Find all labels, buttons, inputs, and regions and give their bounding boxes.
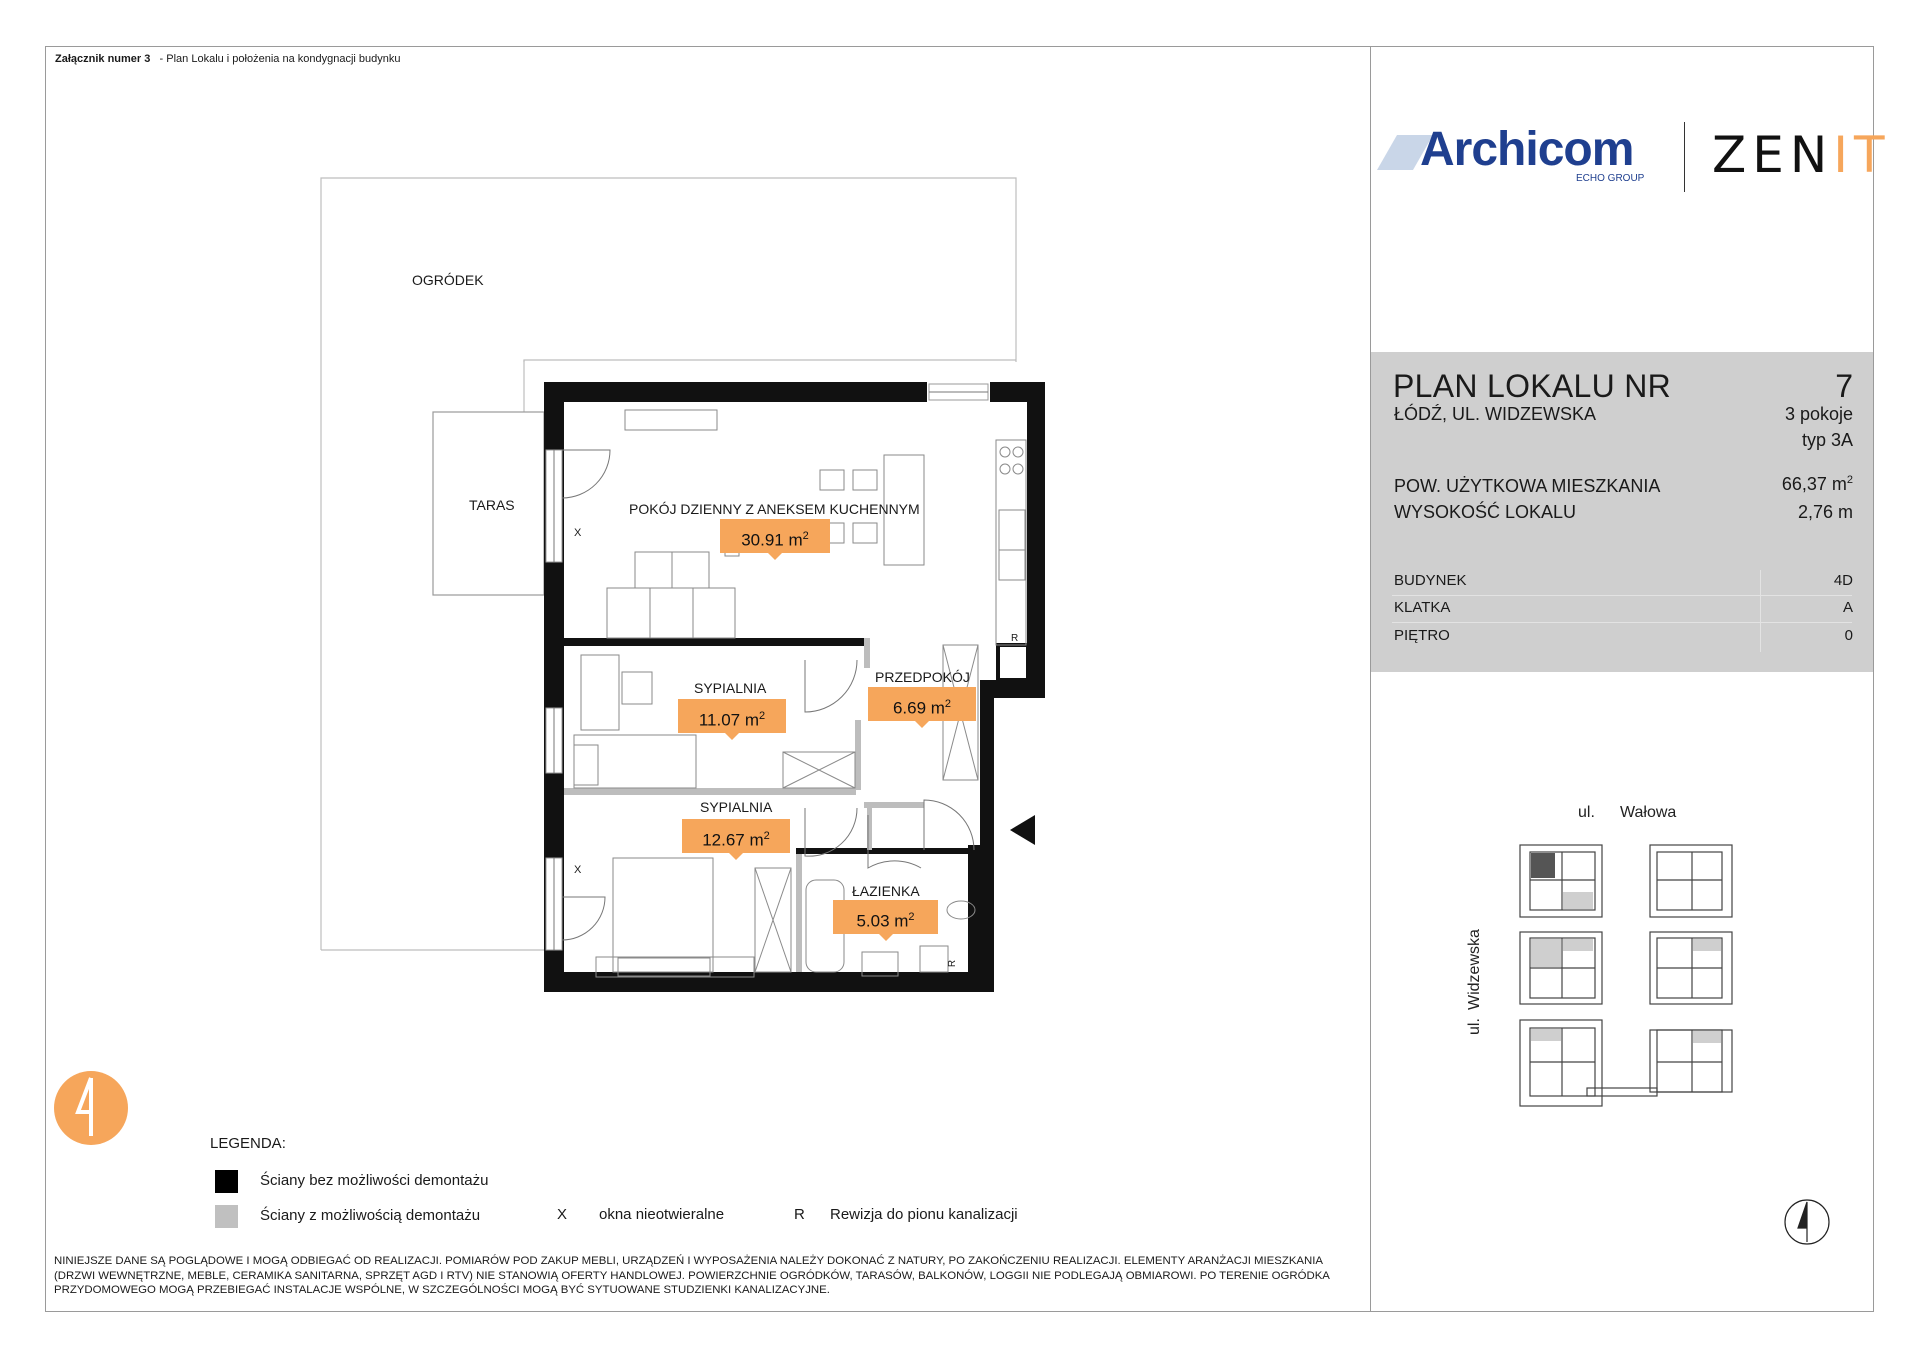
garden-label: OGRÓDEK <box>412 272 484 288</box>
fixed-window-marker: X <box>574 864 582 876</box>
plan-title: PLAN LOKALU NR <box>1393 368 1672 404</box>
entrance-arrow <box>1010 815 1035 845</box>
height-label: WYSOKOŚĆ LOKALU <box>1394 502 1577 522</box>
unit-type: typ 3A <box>1801 430 1853 450</box>
terrace-label: TARAS <box>469 497 515 513</box>
legend-r-desc: Rewizja do pionu kanalizacji <box>830 1206 1018 1223</box>
inspection-marker: R <box>947 959 959 968</box>
street-top-name: Wałowa <box>1620 804 1677 821</box>
area-label: POW. UŻYTKOWA MIESZKANIA <box>1394 476 1661 496</box>
attachment-description: - Plan Lokalu i położenia na kondygnacji budynku <box>159 53 401 65</box>
echo-group-text: ECHO GROUP <box>1576 173 1645 184</box>
legend-r-symbol: R <box>794 1206 805 1223</box>
room-hall-area: 6.69 $m^2$ <box>868 687 976 721</box>
panel-divider <box>1370 46 1371 1312</box>
table-rule <box>1392 622 1852 623</box>
logo-separator <box>1684 122 1685 192</box>
rooms-count: 3 pokoje <box>1784 404 1853 424</box>
room-bedroom2-area: 12.67 $m^2$ <box>682 819 790 853</box>
room-living-name: POKÓJ DZIENNY Z ANEKSEM KUCHENNYM <box>629 501 920 517</box>
floor-label: PIĘTRO <box>1394 627 1450 644</box>
inspection-marker: R <box>1011 633 1019 644</box>
legend-fixed-swatch <box>215 1170 238 1193</box>
legend-title: LEGENDA: <box>210 1135 286 1152</box>
area-value: 66,37 $m^2$ <box>1781 474 1853 494</box>
unit-number: 7 <box>1835 368 1853 404</box>
room-bedroom1-name: SYPIALNIA <box>694 680 767 696</box>
stair-value: A <box>1842 599 1853 616</box>
building-value: 4D <box>1833 572 1853 589</box>
building-label: BUDYNEK <box>1394 572 1467 589</box>
stair-label: KLATKA <box>1394 599 1451 616</box>
legend-fixed-walls: Ściany bez możliwości demontażu <box>260 1172 489 1189</box>
legend-x-symbol: X <box>557 1206 568 1223</box>
height-value: 2,76 m <box>1797 502 1853 522</box>
selected-unit-marker <box>1531 853 1555 878</box>
room-bathroom-name: ŁAZIENKA <box>852 883 920 899</box>
room-bedroom2-name: SYPIALNIA <box>700 799 773 815</box>
room-bathroom-area: 5.03 $m^2$ <box>833 900 938 934</box>
unit-address: ŁÓDŹ, UL. WIDZEWSKA <box>1394 404 1597 424</box>
legend-x-desc: okna nieotwieralne <box>599 1206 725 1223</box>
windows <box>546 384 988 950</box>
zenit-logo: ZENIT <box>1712 126 1891 184</box>
disclaimer-text: NINIEJSZE DANE SĄ POGLĄDOWE I MOGĄ ODBIEGAĆ OD REALIZACJI. POMIARÓW POD ZAKUP MEBLI, URZĄDZEŃ I WYPOSAŻENIA NALEŻY DOKONAĆ Z NATURY, PO ZAKOŃCZENIU REALIZACJI. ELEMENTY ARANŻACJI MIESZKANIA (DRZWI WEWNĘTRZNE, MEBLE, CERAMIKA SANITARNA, SPRZĘT AGD I RTV) NIE STANOWIĄ OFERTY HANDLOWEJ. POWIERZCHNIE OGRÓDKÓW, TARASÓW, BALKONÓW, LOGGII NIE PODLEGAJĄ OBMIAROWI. PO TERENIE OGRÓDKA PRZYDOMOWEGO MOGĄ PRZEBIEGAĆ INSTALACJE WSPÓLNE, W SZCZEGÓLNOŚCI MOGĄ BYĆ SYTUOWANE STUDZIENKI KANALIZACYJNE. <box>54 1255 1330 1296</box>
room-hall-name: PRZEDPOKÓJ <box>875 669 970 685</box>
north-arrow-icon <box>1783 1198 1831 1246</box>
street-top-prefix: ul. <box>1578 804 1595 821</box>
site-plan <box>1515 840 1755 1120</box>
floor-value: 0 <box>1844 627 1853 644</box>
room-bedroom1-area: 11.07 $m^2$ <box>678 699 786 733</box>
table-rule <box>1392 595 1852 596</box>
table-rule-vertical <box>1760 570 1761 652</box>
room-living-area: 30.91 $m^2$ <box>720 519 830 553</box>
street-left-prefix: ul. <box>1466 1018 1483 1035</box>
legend-removable-swatch <box>215 1205 238 1228</box>
garden-outline <box>321 178 1019 950</box>
attachment-number: Załącznik numer 3 <box>55 53 151 65</box>
street-left-name: Widzewska <box>1466 929 1483 1010</box>
legend-removable-walls: Ściany z możliwością demontażu <box>260 1207 481 1224</box>
fixed-window-marker: X <box>574 527 582 539</box>
archicom-wordmark: Archicom <box>1420 123 1634 176</box>
